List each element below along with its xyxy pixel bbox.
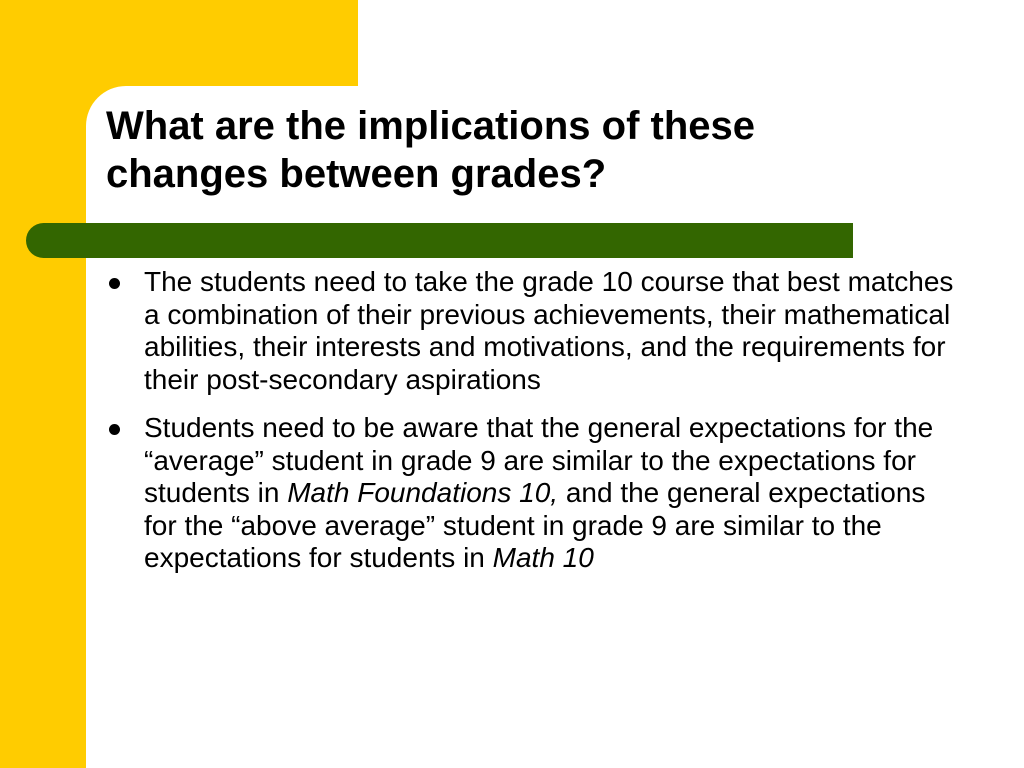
bullet-item (106, 266, 956, 396)
accent-band-left (0, 0, 86, 768)
bullet-icon (109, 278, 120, 289)
bullet-text-part: Students need to be aware that the general expectations for the “average” student in grade 9 are similar to the expectations for students in (144, 412, 934, 508)
course-name-math-foundations-10: Math Foundations 10, (287, 477, 559, 508)
slide-title: What are the implications of these changes between grades? (106, 104, 756, 196)
bullet-text (144, 412, 933, 573)
bullet-text-part: and the general expectations for the “above average” student in grade 9 are similar to the expectations for students in (144, 477, 926, 573)
bullet-icon (109, 424, 120, 435)
divider-bar (26, 223, 853, 258)
course-name-math-10: Math 10 (492, 542, 594, 573)
bullet-list (106, 266, 956, 591)
bullet-text: The students need to take the grade 10 course that best matches a combination of their previous achievements, their mathematical abilities, their interests and motivations, and the requirements for their post-secondary aspirations (144, 266, 954, 395)
bullet-item (106, 412, 956, 575)
